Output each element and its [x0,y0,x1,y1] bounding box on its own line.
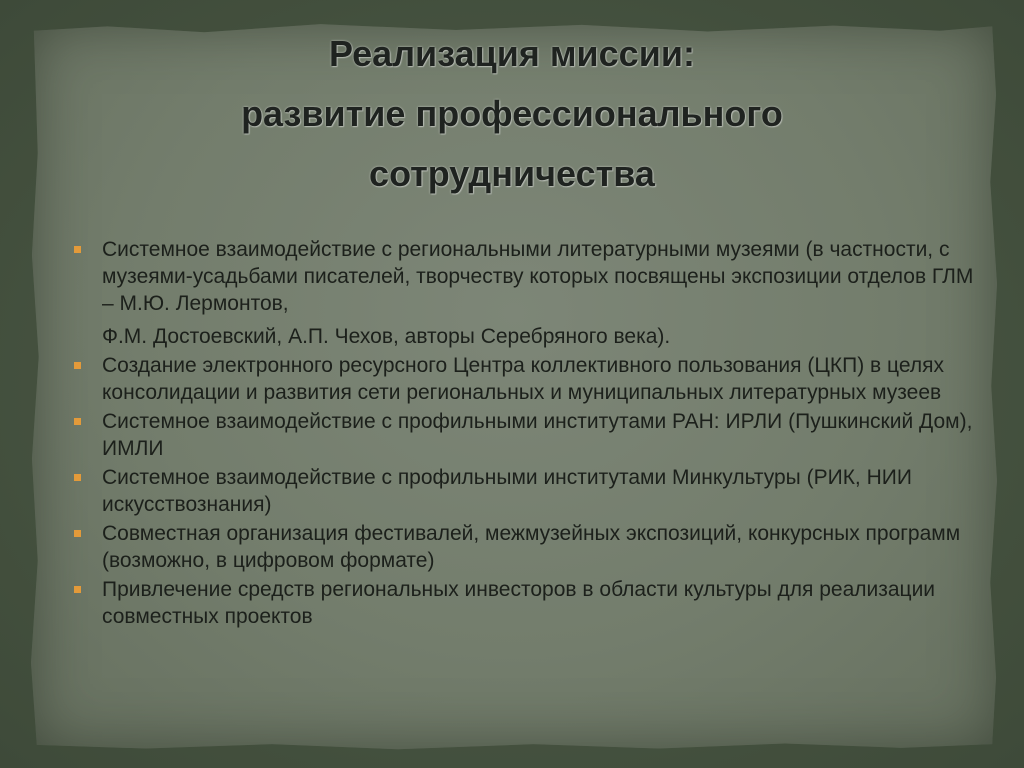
list-item [72,464,982,518]
bullet-square-icon [74,530,81,537]
bullet-square-icon [74,586,81,593]
list-item [72,236,982,317]
bullet-square-icon [74,362,81,369]
bullet-square-icon [74,246,81,253]
title-line-1: Реализация миссии: [329,33,695,74]
list-item-text: Совместная организация фестивалей, межмузейных экспозиций, конкурсных программ (возможно, в цифровом формате) [102,522,961,572]
list-item-continuation: Ф.М. Достоевский, А.П. Чехов, авторы Серебряного века). [102,325,671,348]
title-line-3: сотрудничества [369,153,655,194]
list-item-text: Системное взаимодействие с профильными институтами Минкультуры (РИК, НИИ искусствознания) [102,466,912,516]
list-item-text: Привлечение средств региональных инвесторов в области культуры для реализации совместных проектов [102,578,936,628]
bullet-square-icon [74,418,81,425]
list-item [72,408,982,462]
slide-title [60,24,964,204]
bullet-square-icon [74,474,81,481]
list-item-text: Системное взаимодействие с профильными институтами РАН: ИРЛИ (Пушкинский Дом), ИМЛИ [102,410,973,460]
list-item [72,576,982,630]
list-item [72,352,982,406]
title-line-2: развитие профессионального [241,93,783,134]
list-item [72,520,982,574]
list-item-text: Создание электронного ресурсного Центра коллективного пользования (ЦКП) в целях консолидации и развития сети региональных и муниципальных литературных музеев [102,354,944,404]
bullet-list [72,236,982,632]
list-item-text: Системное взаимодействие с региональными литературными музеями (в частности, с музеями-усадьбами писателей, творчеству которых посвящены экспозиции отделов ГЛМ – М.Ю. Лермонтов, [102,238,974,315]
